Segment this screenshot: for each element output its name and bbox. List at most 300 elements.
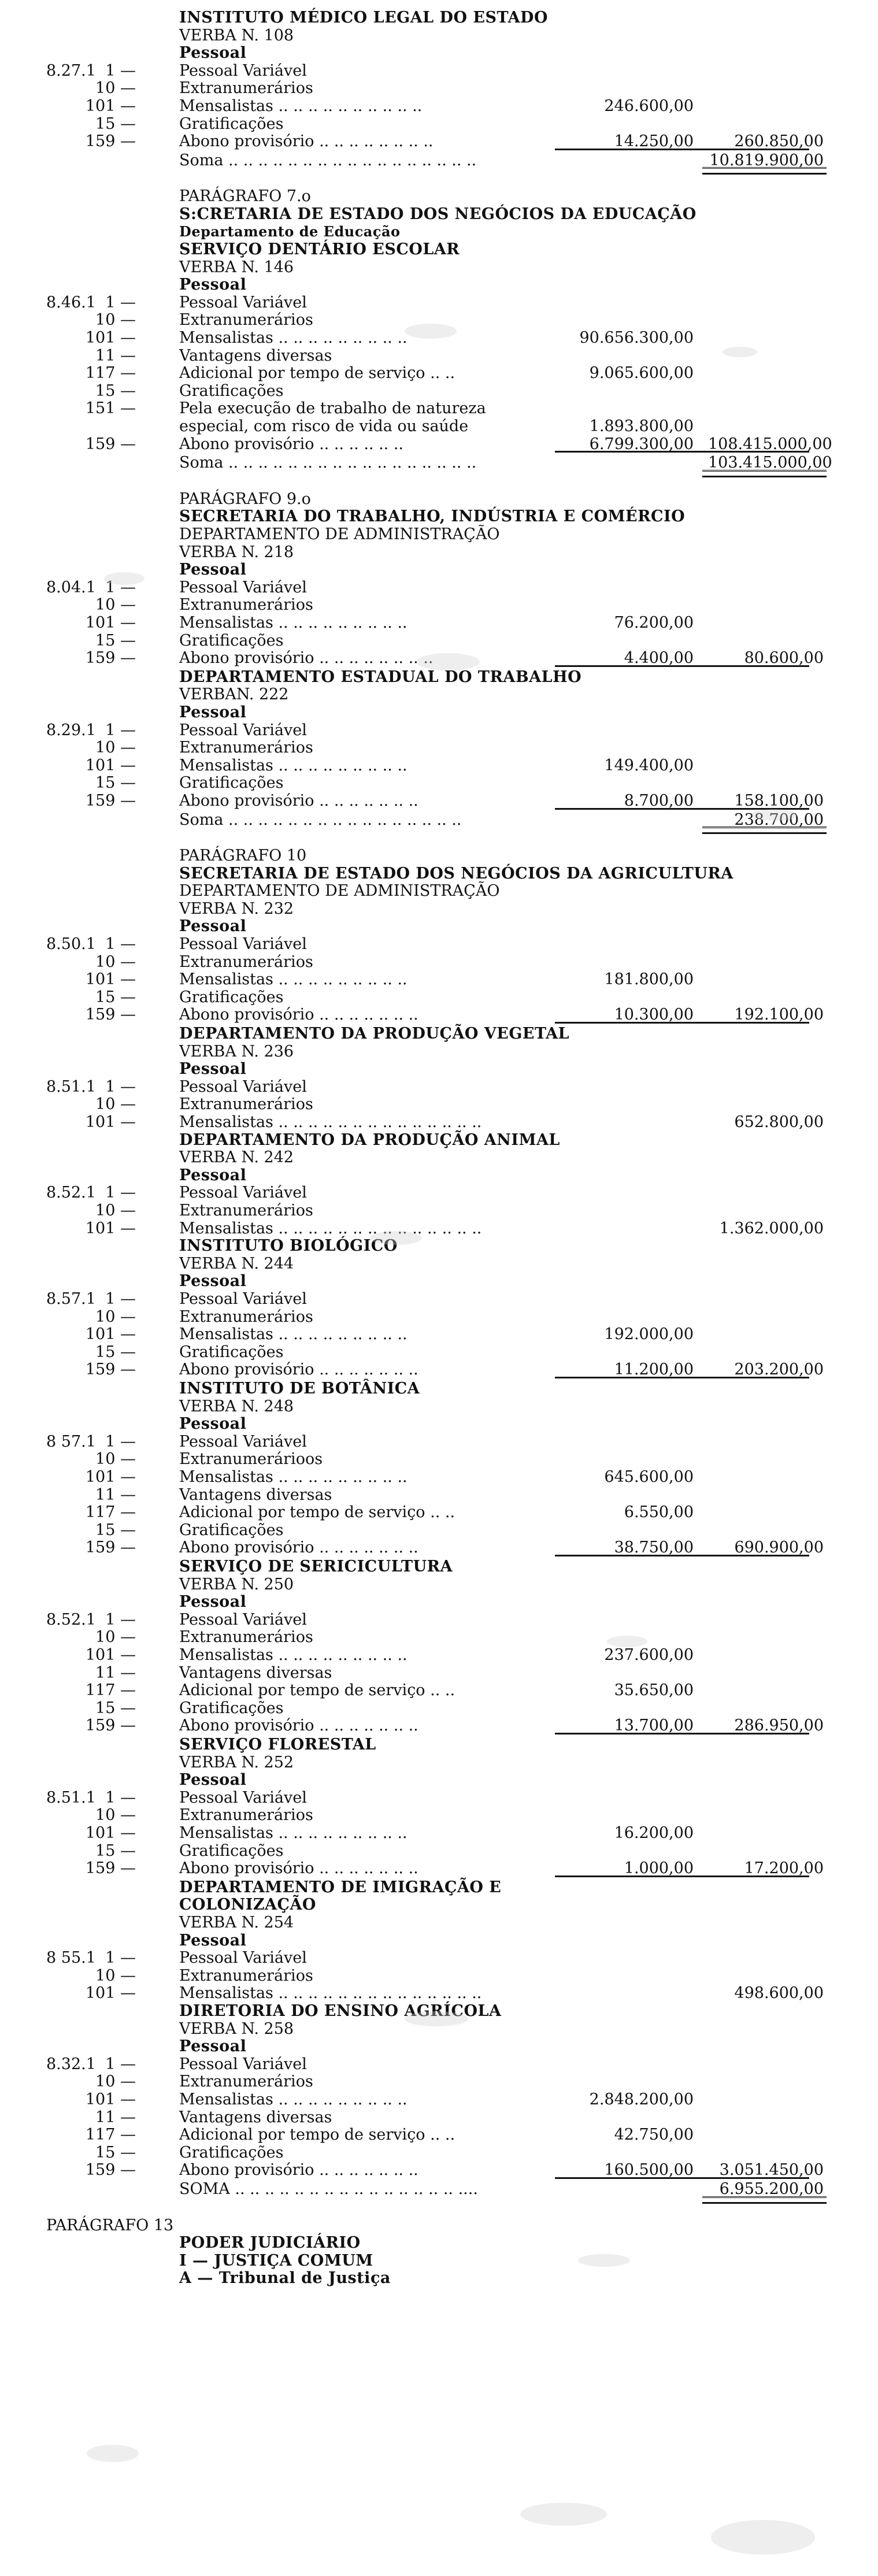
budget-line	[0, 1201, 878, 1221]
item-number: 117 —	[85, 364, 136, 383]
heading-text: SECRETARIA DE ESTADO DOS NEGÓCIOS DA AGRICULTURA	[179, 864, 733, 883]
budget-line	[0, 381, 878, 401]
item-total: 108.415.000,00	[708, 435, 832, 453]
budget-line	[0, 935, 878, 954]
budget-line	[0, 2072, 878, 2092]
item-label: Gratificações	[179, 631, 284, 650]
item-number: 15 —	[95, 1521, 136, 1539]
item-number: 101 —	[85, 1984, 136, 2003]
budget-line	[0, 1307, 878, 1327]
budget-line	[0, 952, 878, 972]
total-double-rule	[702, 2196, 827, 2201]
heading-text: Pessoal	[179, 1415, 247, 1433]
budget-line	[0, 1289, 878, 1309]
item-label: Mensalistas .. .. .. .. .. .. .. .. ..	[179, 613, 407, 632]
item-number: 10 —	[95, 1966, 136, 1985]
item-amount: 42.750,00	[614, 2126, 694, 2144]
subheading-text: PARÁGRAFO 9.o	[179, 490, 311, 508]
section-heading	[0, 703, 878, 722]
item-number: 10 —	[95, 1628, 136, 1647]
budget-line	[0, 364, 878, 383]
subheading-text: VERBA N. 146	[179, 258, 294, 276]
scan-speckle	[104, 572, 145, 585]
section-heading	[0, 1735, 878, 1755]
item-label: Gratificações	[179, 1841, 284, 1860]
budget-code: 8.29.1	[46, 721, 96, 739]
item-label: Soma .. .. .. .. .. .. .. .. .. .. .. .. .. .. .. .. ..	[179, 151, 477, 169]
item-label: Soma .. .. .. .. .. .. .. .. .. .. .. .. .. .. .. .. ..	[179, 454, 477, 472]
subheading-text: VERBA N. 258	[179, 2019, 294, 2038]
subheading-text: DEPARTAMENTO DE ADMINISTRAÇÃO	[179, 525, 500, 543]
heading-text: I — JUSTIÇA COMUM	[179, 2251, 373, 2270]
item-label: Vantagens diversas	[179, 1663, 332, 1682]
item-label: Mensalistas .. .. .. .. .. .. .. .. .. .. .. .. .. ..	[179, 1984, 482, 2003]
item-total: 6.955.200,00	[719, 2180, 824, 2199]
heading-text: A — Tribunal de Justiça	[179, 2269, 391, 2288]
item-total: 498.600,00	[734, 1984, 824, 2003]
section-heading	[0, 1557, 878, 1577]
section-subheading	[0, 1254, 878, 1274]
item-label: Mensalistas .. .. .. .. .. .. .. .. ..	[179, 1646, 407, 1665]
section-heading	[0, 1059, 878, 1079]
item-label: Extranumerários	[179, 311, 313, 329]
item-number: 15 —	[95, 1699, 136, 1717]
item-number: 159 —	[85, 1717, 136, 1735]
subheading-text: VERBA N. 232	[179, 899, 294, 918]
heading-text: Pessoal	[179, 917, 247, 936]
subtotal-rule	[555, 1876, 809, 1877]
heading-text: DEPARTAMENTO DE IMIGRAÇÃO E	[179, 1878, 502, 1896]
item-label: Pessoal Variável	[179, 293, 307, 312]
section-heading	[0, 1592, 878, 1612]
heading-text: Pessoal	[179, 44, 247, 62]
item-amount: 6.799.300,00	[589, 435, 694, 453]
subtotal-rule	[555, 1733, 809, 1734]
heading-text: SERVIÇO DENTÁRIO ESCOLAR	[179, 240, 460, 259]
item-label: Soma .. .. .. .. .. .. .. .. .. .. .. .. .. .. .. ..	[179, 810, 462, 829]
subheading-text: VERBAN. 222	[179, 685, 289, 704]
section-heading	[0, 1895, 878, 1915]
item-number: 1 —	[105, 578, 136, 596]
budget-line	[0, 1183, 878, 1203]
heading-text: Pessoal	[179, 561, 247, 579]
item-number: 11 —	[95, 2108, 136, 2126]
item-label: Mensalistas .. .. .. .. .. .. .. .. .. .. .. .. .. ..	[179, 1219, 482, 1237]
item-number: 101 —	[85, 1468, 136, 1487]
scan-speckle	[520, 2503, 607, 2526]
section-subheading	[0, 899, 878, 919]
budget-code: 8.51.1	[46, 1788, 96, 1807]
budget-line	[0, 1113, 878, 1132]
budget-line	[0, 1077, 878, 1097]
budget-line	[0, 1841, 878, 1861]
budget-line	[0, 1521, 878, 1540]
item-number: 159 —	[85, 435, 136, 453]
item-label: Mensalistas .. .. .. .. .. .. .. .. .. .. .. .. .. ..	[179, 1113, 482, 1132]
budget-line	[0, 721, 878, 740]
budget-line	[0, 1984, 878, 2003]
item-number: 11 —	[95, 346, 136, 365]
scan-speckle	[723, 347, 757, 357]
item-number: 10 —	[95, 1202, 136, 1220]
item-number: 101 —	[85, 1219, 136, 1237]
item-total: 3.051.450,00	[719, 2161, 824, 2180]
item-label: Extranumerários	[179, 739, 313, 757]
item-label: Abono provisório .. .. .. .. .. .. ..	[179, 2161, 418, 2180]
scan-speckle	[405, 2011, 468, 2026]
item-number: 15 —	[95, 774, 136, 792]
section-heading	[0, 1024, 878, 1044]
section-heading	[0, 917, 878, 936]
item-number: 101 —	[85, 756, 136, 774]
item-number: 10 —	[95, 79, 136, 98]
subheading-text: PARÁGRAFO 10	[179, 847, 307, 865]
item-amount: 4.400,00	[624, 649, 694, 668]
item-total: 203.200,00	[734, 1361, 824, 1379]
heading-text: Pessoal	[179, 276, 247, 294]
budget-line	[0, 399, 878, 418]
item-label: Extranumerários	[179, 2073, 313, 2091]
item-number: 101 —	[85, 1113, 136, 1132]
budget-line	[0, 1645, 878, 1665]
section-heading	[0, 1272, 878, 1291]
item-label: Extranumerários	[179, 1095, 313, 1114]
item-number: 1 —	[105, 293, 136, 312]
item-label: Mensalistas .. .. .. .. .. .. .. .. ..	[179, 1824, 407, 1843]
section-subheading	[0, 543, 878, 562]
item-label: Mensalistas .. .. .. .. .. .. .. .. ..	[179, 329, 407, 347]
item-total: 1.362.000,00	[719, 1219, 824, 1237]
item-label: Abono provisório .. .. .. .. .. .. ..	[179, 1859, 418, 1878]
budget-line	[0, 1681, 878, 1700]
budget-line	[0, 1485, 878, 1505]
item-number: 159 —	[85, 1361, 136, 1379]
item-number: 101 —	[85, 1824, 136, 1843]
budget-line	[0, 2143, 878, 2163]
item-number: 10 —	[95, 739, 136, 757]
item-label: Extranumerários	[179, 1307, 313, 1326]
section-heading	[0, 1131, 878, 1150]
item-number: 1 —	[105, 2055, 136, 2073]
budget-line	[0, 1788, 878, 1808]
item-label: Pessoal Variável	[179, 935, 307, 954]
budget-line	[0, 1948, 878, 1968]
item-label: Gratificações	[179, 1343, 284, 1361]
item-amount: 192.000,00	[604, 1325, 694, 1344]
item-number: 1 —	[105, 1290, 136, 1309]
paragraph-heading	[0, 2216, 878, 2236]
item-label: Pessoal Variável	[179, 1788, 307, 1807]
item-amount: 90.656.300,00	[579, 329, 694, 347]
section-heading	[0, 275, 878, 295]
total-double-rule	[702, 470, 827, 475]
item-amount: 76.200,00	[614, 613, 694, 632]
section-subheading	[0, 685, 878, 705]
heading-text: Pessoal	[179, 1931, 247, 1949]
item-number: 101 —	[85, 1325, 136, 1344]
total-double-rule	[702, 173, 827, 175]
budget-line	[0, 2108, 878, 2127]
heading-text: DEPARTAMENTO DA PRODUÇÃO VEGETAL	[179, 1025, 570, 1043]
item-label: Adicional por tempo de serviço .. ..	[179, 2126, 455, 2144]
budget-line	[0, 1699, 878, 1718]
heading-text: Pessoal	[179, 1060, 247, 1078]
heading-text: Pessoal	[179, 1771, 247, 1789]
item-number: 11 —	[95, 1663, 136, 1682]
item-label: Gratificações	[179, 988, 284, 1006]
budget-code: 8.46.1	[46, 293, 96, 312]
section-subheading	[0, 881, 878, 901]
subheading-text: VERBA N. 236	[179, 1042, 294, 1061]
section-heading	[0, 1414, 878, 1434]
budget-code: 8 57.1	[46, 1432, 96, 1451]
item-number: 1 —	[105, 721, 136, 739]
scan-speckle	[87, 2445, 139, 2462]
item-label: Gratificações	[179, 1699, 284, 1717]
item-label: Adicional por tempo de serviço .. ..	[179, 1503, 455, 1522]
heading-text: Pessoal	[179, 703, 247, 721]
item-total: 260.850,00	[734, 132, 824, 151]
item-amount: 237.600,00	[604, 1646, 694, 1665]
item-number: 11 —	[95, 1485, 136, 1504]
heading-text: DEPARTAMENTO DA PRODUÇÃO ANIMAL	[179, 1131, 560, 1149]
budget-code: 8.04.1	[46, 578, 96, 596]
budget-line	[0, 613, 878, 633]
section-heading	[0, 2251, 878, 2271]
total-double-rule	[702, 826, 827, 831]
item-number: 10 —	[95, 1806, 136, 1825]
budget-code: 8 55.1	[46, 1949, 96, 1967]
subheading-text: VERBA N. 108	[179, 26, 294, 45]
item-label: Extranumerários	[179, 79, 313, 98]
budget-line	[0, 988, 878, 1007]
subtotal-rule	[555, 451, 809, 453]
section-subheading	[0, 1575, 878, 1595]
paragraph-heading-text: PARÁGRAFO 13	[46, 2216, 174, 2234]
scan-speckle	[751, 809, 798, 821]
item-number: 101 —	[85, 970, 136, 989]
item-label: Vantagens diversas	[179, 346, 332, 365]
budget-line	[0, 61, 878, 81]
section-subheading	[0, 846, 878, 866]
budget-line	[0, 97, 878, 116]
heading-text: SERVIÇO DE SERICICULTURA	[179, 1558, 453, 1576]
budget-line	[0, 293, 878, 313]
section-subheading	[0, 1148, 878, 1167]
item-number: 10 —	[95, 2073, 136, 2091]
item-number: 159 —	[85, 649, 136, 668]
item-number: 1 —	[105, 1432, 136, 1451]
item-label: Pessoal Variável	[179, 1949, 307, 1967]
item-label: Pessoal Variável	[179, 1610, 307, 1629]
section-heading	[0, 8, 878, 28]
item-number: 15 —	[95, 1841, 136, 1860]
item-label: Pessoal Variável	[179, 1077, 307, 1096]
budget-code: 8.32.1	[46, 2055, 96, 2073]
item-label: Extranumerários	[179, 596, 313, 614]
item-amount: 2.848.200,00	[589, 2091, 694, 2109]
item-number: 10 —	[95, 596, 136, 614]
budget-line	[0, 1503, 878, 1522]
item-number: 159 —	[85, 1859, 136, 1878]
item-label: Mensalistas .. .. .. .. .. .. .. .. ..	[179, 1325, 407, 1344]
subtotal-rule	[555, 2177, 809, 2179]
item-label: Pessoal Variável	[179, 61, 307, 80]
budget-line	[0, 79, 878, 98]
item-number: 10 —	[95, 311, 136, 329]
subheading-text: VERBA N. 248	[179, 1397, 294, 1415]
subheading-text: VERBA N. 254	[179, 1914, 294, 1932]
budget-line	[0, 2090, 878, 2110]
item-amount: 246.600,00	[604, 97, 694, 115]
budget-code: 8.50.1	[46, 935, 96, 954]
item-number: 1 —	[105, 935, 136, 954]
item-total: 286.950,00	[734, 1717, 824, 1735]
heading-text: SECRETARIA DO TRABALHO, INDÚSTRIA E COMÉRCIO	[179, 507, 686, 526]
item-number: 101 —	[85, 1646, 136, 1665]
total-double-rule	[702, 2202, 827, 2204]
budget-line	[0, 756, 878, 776]
heading-text: PODER JUDICIÁRIO	[179, 2234, 361, 2252]
item-label: Pela execução de trabalho de natureza	[179, 399, 486, 418]
item-total: 652.800,00	[734, 1113, 824, 1132]
section-heading	[0, 2233, 878, 2253]
item-amount: 1.000,00	[624, 1859, 694, 1878]
section-heading	[0, 1931, 878, 1951]
item-label: Vantagens diversas	[179, 1485, 332, 1504]
item-label: Abono provisório .. .. .. .. .. .. ..	[179, 1717, 418, 1735]
item-number: 10 —	[95, 1450, 136, 1469]
section-heading	[0, 240, 878, 260]
item-number: 117 —	[85, 2126, 136, 2144]
item-number: 159 —	[85, 1006, 136, 1024]
heading-text: COLONIZAÇÃO	[179, 1896, 316, 1914]
heading-text: INSTITUTO BIOLÓGICO	[179, 1237, 398, 1255]
section-heading	[0, 1878, 878, 1897]
item-label: especial, com risco de vida ou saúde	[179, 417, 469, 436]
section-subheading	[0, 258, 878, 277]
section-subheading	[0, 525, 878, 544]
section-heading	[0, 2269, 878, 2288]
item-number: 1 —	[105, 1184, 136, 1202]
item-amount: 14.250,00	[614, 132, 694, 151]
item-amount: 1.893.800,00	[589, 417, 694, 436]
item-amount: 160.500,00	[604, 2161, 694, 2180]
item-amount: 181.800,00	[604, 970, 694, 989]
item-number: 15 —	[95, 381, 136, 400]
budget-line	[0, 970, 878, 989]
budget-line	[0, 631, 878, 651]
heading-text: INSTITUTO MÉDICO LEGAL DO ESTADO	[179, 9, 548, 27]
item-total: 192.100,00	[734, 1006, 824, 1024]
subheading-text: VERBA N. 242	[179, 1148, 294, 1167]
item-number: 159 —	[85, 791, 136, 810]
item-number: 15 —	[95, 2143, 136, 2162]
section-subheading	[0, 1397, 878, 1417]
subheading-text: VERBA N. 252	[179, 1753, 294, 1771]
item-amount: 645.600,00	[604, 1468, 694, 1487]
item-label: Pessoal Variável	[179, 2055, 307, 2073]
scan-speckle	[578, 2254, 630, 2267]
section-heading	[0, 507, 878, 527]
item-label: Gratificações	[179, 2143, 284, 2162]
budget-code: 8.51.1	[46, 1077, 96, 1096]
item-label: Pessoal Variável	[179, 1184, 307, 1202]
item-total: 17.200,00	[744, 1859, 824, 1878]
item-number: 101 —	[85, 2091, 136, 2109]
total-double-rule	[702, 832, 827, 834]
item-total: 690.900,00	[734, 1539, 824, 1557]
budget-line	[0, 1325, 878, 1344]
item-label: Pessoal Variável	[179, 1290, 307, 1309]
scan-speckle	[370, 1231, 422, 1245]
item-amount: 38.750,00	[614, 1539, 694, 1557]
section-subheading	[0, 490, 878, 509]
budget-line	[0, 1095, 878, 1114]
item-label: Gratificações	[179, 1521, 284, 1539]
section-heading	[0, 43, 878, 63]
item-label: Extranumerários	[179, 952, 313, 971]
item-number: 15 —	[95, 1343, 136, 1361]
item-number: 159 —	[85, 132, 136, 151]
scan-speckle	[416, 653, 480, 670]
heading-text: DEPARTAMENTO ESTADUAL DO TRABALHO	[179, 668, 582, 686]
section-subheading	[0, 26, 878, 46]
item-label: Abono provisório .. .. .. .. .. .. ..	[179, 1539, 418, 1557]
item-number: 159 —	[85, 2161, 136, 2180]
item-label: Mensalistas .. .. .. .. .. .. .. .. ..	[179, 2091, 407, 2109]
item-label: Adicional por tempo de serviço .. ..	[179, 364, 455, 383]
item-label: Gratificações	[179, 381, 284, 400]
budget-line	[0, 1610, 878, 1630]
subheading-text: PARÁGRAFO 7.o	[179, 187, 311, 206]
heading-text: Pessoal	[179, 2037, 247, 2056]
item-number: 159 —	[85, 1539, 136, 1557]
heading-text: INSTITUTO DE BOTÂNICA	[179, 1380, 420, 1398]
item-label: Abono provisório .. .. .. .. .. ..	[179, 435, 403, 453]
item-number: 101 —	[85, 613, 136, 632]
item-label: Gratificações	[179, 114, 284, 133]
section-heading	[0, 2037, 878, 2056]
budget-code: 8.52.1	[46, 1184, 96, 1202]
item-label: Abono provisório .. .. .. .. .. .. .. ..	[179, 132, 434, 151]
item-amount: 8.700,00	[624, 791, 694, 810]
budget-line	[0, 1219, 878, 1239]
total-double-rule	[702, 476, 827, 477]
heading-text: Pessoal	[179, 1166, 247, 1184]
budget-line	[0, 1663, 878, 1683]
item-amount: 10.300,00	[614, 1006, 694, 1024]
section-subheading	[0, 1753, 878, 1773]
item-number: 10 —	[95, 1307, 136, 1326]
item-amount: 11.200,00	[614, 1361, 694, 1379]
section-subheading	[0, 1913, 878, 1933]
item-label: Gratificações	[179, 774, 284, 792]
budget-line	[0, 1343, 878, 1362]
subheading-text: VERBA N. 250	[179, 1575, 294, 1593]
section-heading	[0, 668, 878, 687]
budget-line	[0, 1628, 878, 1647]
scan-speckle	[607, 1636, 647, 1647]
item-label: Abono provisório .. .. .. .. .. .. ..	[179, 791, 418, 810]
item-label: Mensalistas .. .. .. .. .. .. .. .. ..	[179, 1468, 407, 1487]
item-number: 151 —	[85, 399, 136, 418]
subtotal-rule	[555, 1022, 809, 1024]
item-number: 1 —	[105, 1610, 136, 1629]
item-amount: 35.650,00	[614, 1681, 694, 1700]
item-amount: 6.550,00	[624, 1503, 694, 1522]
item-number: 10 —	[95, 952, 136, 971]
